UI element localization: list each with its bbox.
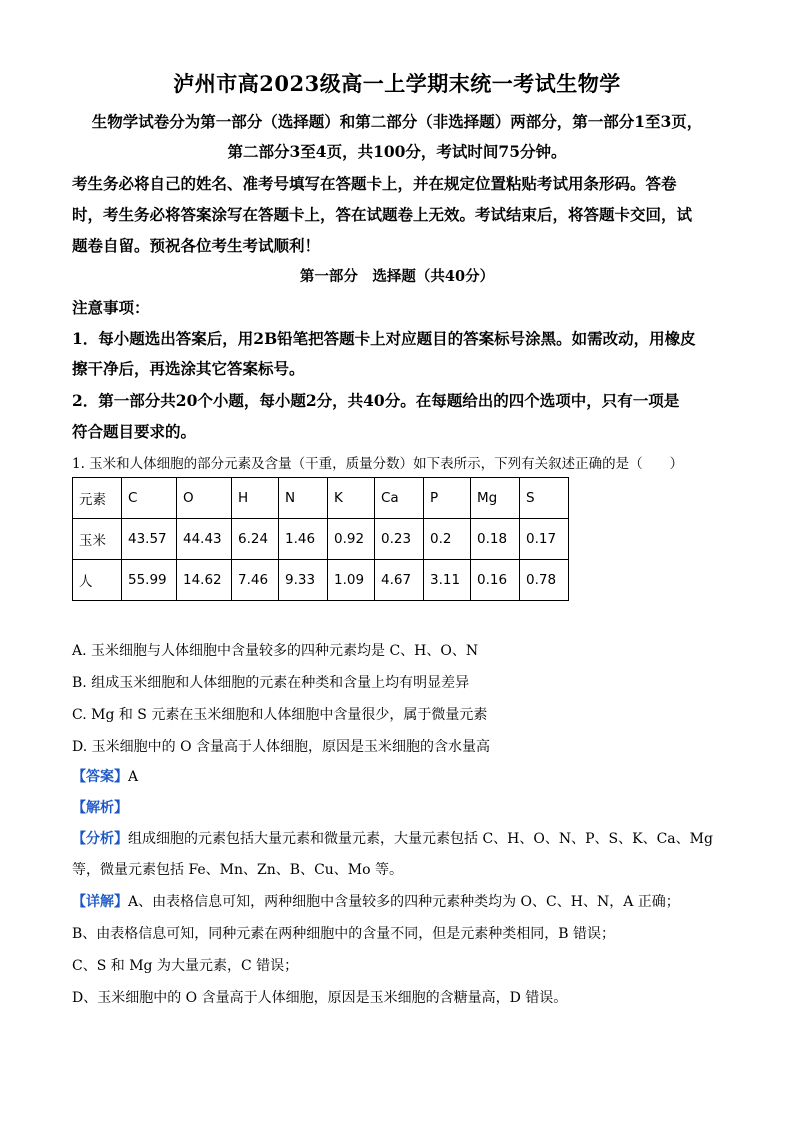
table-cell: C <box>122 478 177 519</box>
answer-label: 【答案】 <box>72 769 128 785</box>
detail-line-2: B、由表格信息可知，同种元素在两种细胞中的含量不同，但是元素种类相同，B 错误； <box>72 926 616 942</box>
detail-line-1 <box>72 891 680 911</box>
table-cell: 44.43 <box>177 519 232 560</box>
option-c: C. Mg 和 S 元素在玉米细胞和人体细胞中含量很少，属于微量元素 <box>72 707 488 723</box>
table-cell: 7.46 <box>232 560 279 601</box>
rule-2-line-1: 2．第一部分共20个小题，每小题2分，共40分。在每题给出的四个选项中，只有一项是 <box>72 391 680 410</box>
answer-line <box>72 766 138 786</box>
table-cell: O <box>177 478 232 519</box>
question-1-stem: 1. 玉米和人体细胞的部分元素及含量（干重，质量分数）如下表所示，下列有关叙述正确的是（ ） <box>72 456 684 472</box>
table-cell: 0.16 <box>471 560 520 601</box>
detail-line-3: C、S 和 Mg 为大量元素，C 错误； <box>72 958 299 974</box>
table-cell: 1.09 <box>328 560 375 601</box>
fenxi-text-1: 组成细胞的元素包括大量元素和微量元素，大量元素包括 C、H、O、N、P、S、K、Ca、Mg <box>128 831 713 847</box>
table-cell: 6.24 <box>232 519 279 560</box>
table-cell: N <box>279 478 328 519</box>
detail-line-4: D、玉米细胞中的 O 含量高于人体细胞，原因是玉米细胞的含糖量高，D 错误。 <box>72 990 568 1006</box>
table-cell: 0.92 <box>328 519 375 560</box>
table-cell: 玉米 <box>73 519 122 560</box>
rule-1-line-2: 擦干净后，再选涂其它答案标号。 <box>72 359 305 378</box>
table-cell: 0.2 <box>424 519 471 560</box>
intro-line-2: 第二部分3至4页，共100分，考试时间75分钟。 <box>227 142 567 161</box>
section-title: 第一部分 选择题（共40分） <box>299 268 495 285</box>
table-cell: P <box>424 478 471 519</box>
notice-line-3: 题卷自留。预祝各位考生考试顺利！ <box>72 236 321 255</box>
notice-line-2: 时，考生务必将答案涂写在答题卡上，答在试题卷上无效。考试结束后，将答题卡交回，试 <box>72 205 693 224</box>
table-cell: H <box>232 478 279 519</box>
table-cell: 元素 <box>73 478 122 519</box>
detail-label: 【详解】 <box>72 894 128 910</box>
table-header-row <box>73 478 569 519</box>
rule-1-line-1: 1．每小题选出答案后，用2B铅笔把答题卡上对应题目的答案标号涂黑。如需改动，用橡皮 <box>72 329 696 348</box>
table-cell: Ca <box>375 478 424 519</box>
intro-line-1: 生物学试卷分为第一部分（选择题）和第二部分（非选择题）两部分，第一部分1至3页， <box>91 112 703 131</box>
table-cell: 0.23 <box>375 519 424 560</box>
rule-2-line-2: 符合题目要求的。 <box>72 422 197 441</box>
option-d: D. 玉米细胞中的 O 含量高于人体细胞，原因是玉米细胞的含水量高 <box>72 739 491 755</box>
table-cell: 3.11 <box>424 560 471 601</box>
table-cell: 14.62 <box>177 560 232 601</box>
table-cell: 0.78 <box>520 560 569 601</box>
table-cell: 0.18 <box>471 519 520 560</box>
option-b: B. 组成玉米细胞和人体细胞的元素在种类和含量上均有明显差异 <box>72 675 470 691</box>
fenxi-label: 【分析】 <box>72 831 128 847</box>
fenxi-line-2: 等，微量元素包括 Fe、Mn、Zn、B、Cu、Mo 等。 <box>72 862 404 878</box>
table-cell: 1.46 <box>279 519 328 560</box>
table-cell: 4.67 <box>375 560 424 601</box>
table-cell: S <box>520 478 569 519</box>
table-row <box>73 519 569 560</box>
option-a: A. 玉米细胞与人体细胞中含量较多的四种元素均是 C、H、O、N <box>72 643 479 659</box>
table-row <box>73 560 569 601</box>
analysis-label: 【解析】 <box>72 800 128 816</box>
analysis-line <box>72 797 128 817</box>
fenxi-line-1 <box>72 828 713 848</box>
detail-text-1: A、由表格信息可知，两种细胞中含量较多的四种元素种类均为 O、C、H、N，A 正确； <box>128 894 680 910</box>
table-cell: 43.57 <box>122 519 177 560</box>
table-cell: 9.33 <box>279 560 328 601</box>
table-cell: 人 <box>73 560 122 601</box>
answer-value: A <box>128 769 139 785</box>
table-cell: K <box>328 478 375 519</box>
exam-title: 泸州市高2023级高一上学期末统一考试生物学 <box>173 71 621 96</box>
element-content-table <box>72 477 569 601</box>
table-cell: 0.17 <box>520 519 569 560</box>
notice-line-1: 考生务必将自己的姓名、准考号填写在答题卡上，并在规定位置粘贴考试用条形码。答卷 <box>72 174 677 193</box>
attention-title: 注意事项： <box>72 298 150 317</box>
table-cell: 55.99 <box>122 560 177 601</box>
table-cell: Mg <box>471 478 520 519</box>
